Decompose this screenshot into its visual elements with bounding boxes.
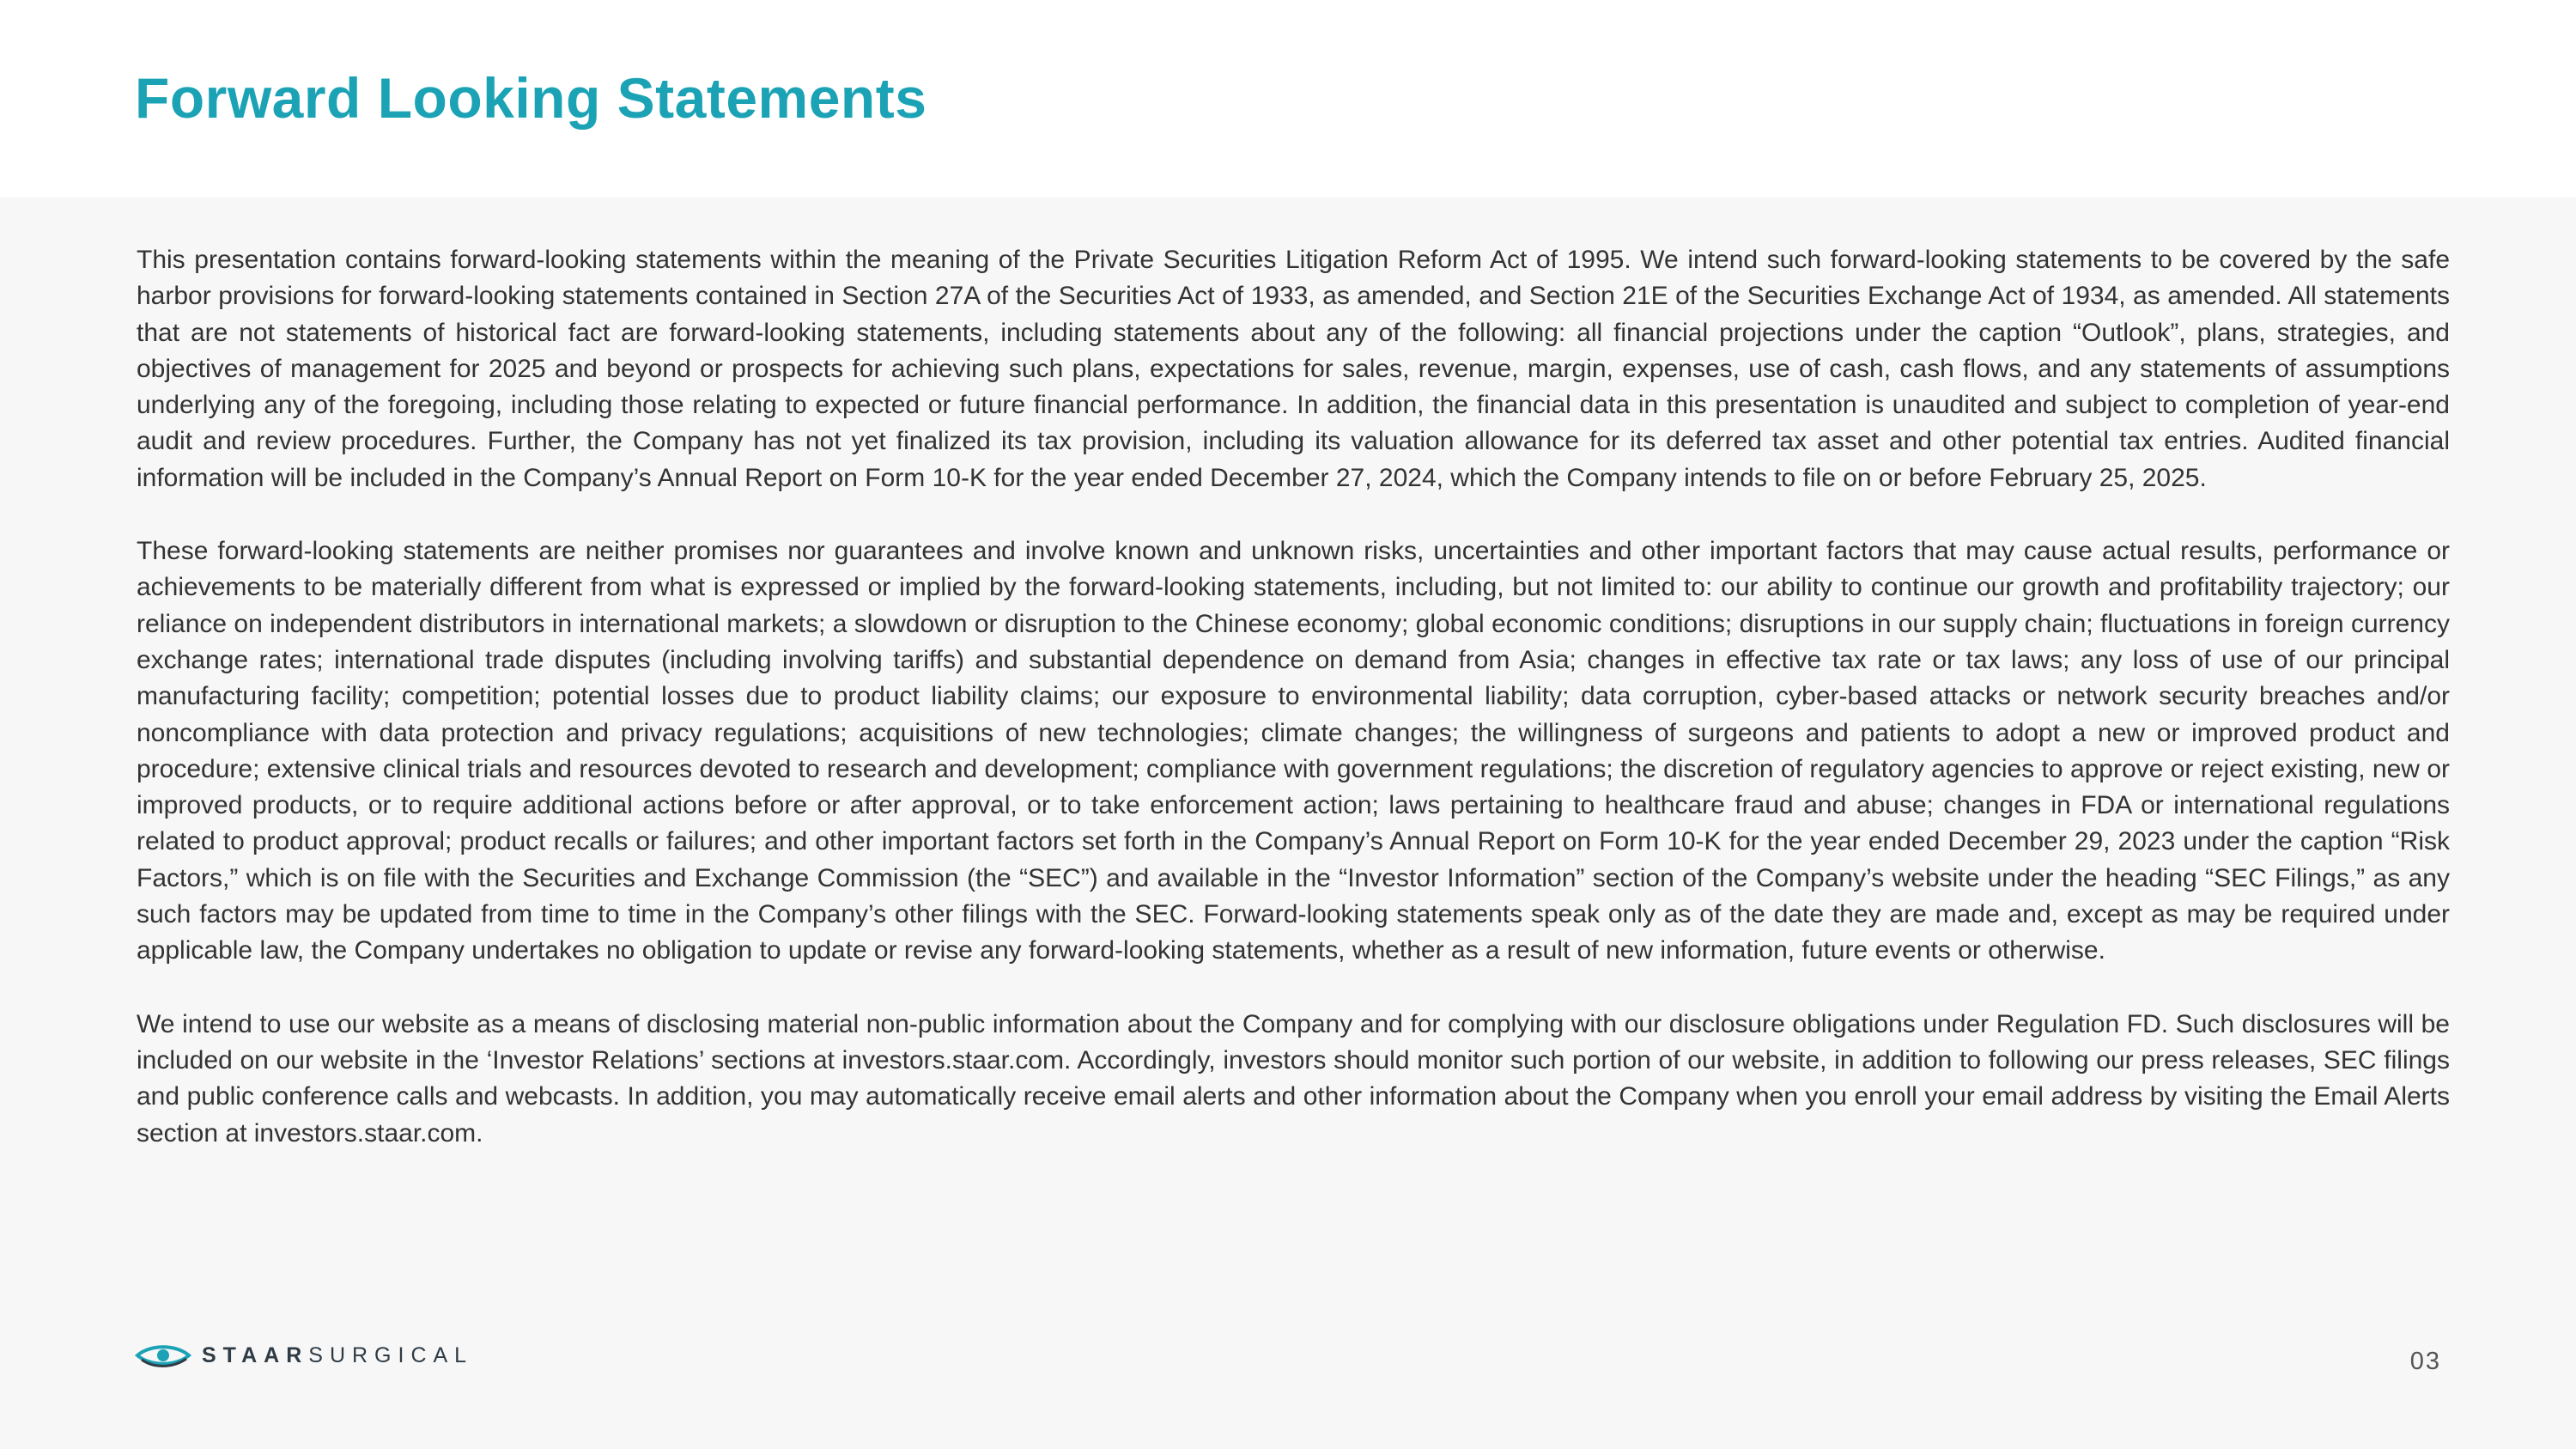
paragraph-safe-harbor: This presentation contains forward-looking statements within the meaning of the Private Securities Litigation Reform Act of 1995. We intend such forward-looking statements to be covered by the safe harbor provisions for forward-looking statements contained in Section 27A of the Securities Act of 1933, as amended, and Section 21E of the Securities Exchange Act of 1934, as amended. All statements that are not statements of historical fact are forward-looking statements, including statements about any of the following: all financial projections under the caption “Outlook”, plans, strategies, and objectives of management for 2025 and beyond or prospects for achieving such plans, expectations for sales, revenue, margin, expenses, use of cash, cash flows, and any statements of assumptions underlying any of the foregoing, including those relating to expected or future financial performance. In addition, the financial data in this presentation is unaudited and subject to completion of year-end audit and review procedures. Further, the Company has not yet finalized its tax provision, including its valuation allowance for its deferred tax asset and other potential tax entries. Audited financial information will be included in the Company’s Annual Report on Form 10-K for the year ended December 27, 2024, which the Company intends to file on or before February 25, 2025.	[137, 246, 2450, 492]
logo-name-light: SURGICAL	[308, 1342, 474, 1367]
paragraph-risk-factors: These forward-looking statements are neither promises nor guarantees and involve known and unknown risks, uncertainties and other important factors that may cause actual results, performance or achievements to be materially different from what is expressed or implied by the forward-looking statements, including, but not limited to: our ability to continue our growth and profitability trajectory; our reliance on independent distributors in international markets; a slowdown or disruption to the Chinese economy; global economic conditions; disruptions in our supply chain; fluctuations in foreign currency exchange rates; international trade disputes (including involving tariffs) and substantial dependence on demand from Asia; changes in effective tax rate or tax laws; any loss of use of our principal manufacturing facility; competition; potential losses due to product liability claims; our exposure to environmental liability; data corruption, cyber-based attacks or network security breaches and/or noncompliance with data protection and privacy regulations; acquisitions of new technologies; climate changes; the willingness of surgeons and patients to adopt a new or improved product and procedure; extensive clinical trials and resources devoted to research and development; compliance with government regulations; the discretion of regulatory agencies to approve or reject existing, new or improved products, or to require additional actions before or after approval, or to take enforcement action; laws pertaining to healthcare fraud and abuse; changes in FDA or international regulations related to product approval; product recalls or failures; and other important factors set forth in the Company’s Annual Report on Form 10-K for the year ended December 29, 2023 under the caption “Risk Factors,” which is on file with the Securities and Exchange Commission (the “SEC”) and available in the “Investor Information” section of the Company’s website under the heading “SEC Filings,” as any such factors may be updated from time to time in the Company’s other filings with the SEC. Forward-looking statements speak only as of the date they are made and, except as may be required under applicable law, the Company undertakes no obligation to update or revise any forward-looking statements, whether as a result of new information, future events or otherwise.	[137, 537, 2450, 965]
disclaimer-body	[137, 242, 2450, 1152]
logo-name-bold: STAAR	[202, 1342, 309, 1367]
eye-logo-icon	[135, 1342, 191, 1368]
company-logo	[135, 1340, 473, 1371]
paragraph-regulation-fd: We intend to use our website as a means of disclosing material non-public information about the Company and for complying with our disclosure obligations under Regulation FD. Such disclosures will be included on our website in the ‘Investor Relations’ sections at investors.staar.com. Accordingly, investors should monitor such portion of our website, in addition to following our press releases, SEC filings and public conference calls and webcasts. In addition, you may automatically receive email alerts and other information about the Company when you enroll your email address by visiting the Email Alerts section at investors.staar.com.	[137, 1009, 2450, 1148]
page-title: Forward Looking Statements	[135, 66, 927, 130]
page-number: 03	[2409, 1348, 2441, 1375]
